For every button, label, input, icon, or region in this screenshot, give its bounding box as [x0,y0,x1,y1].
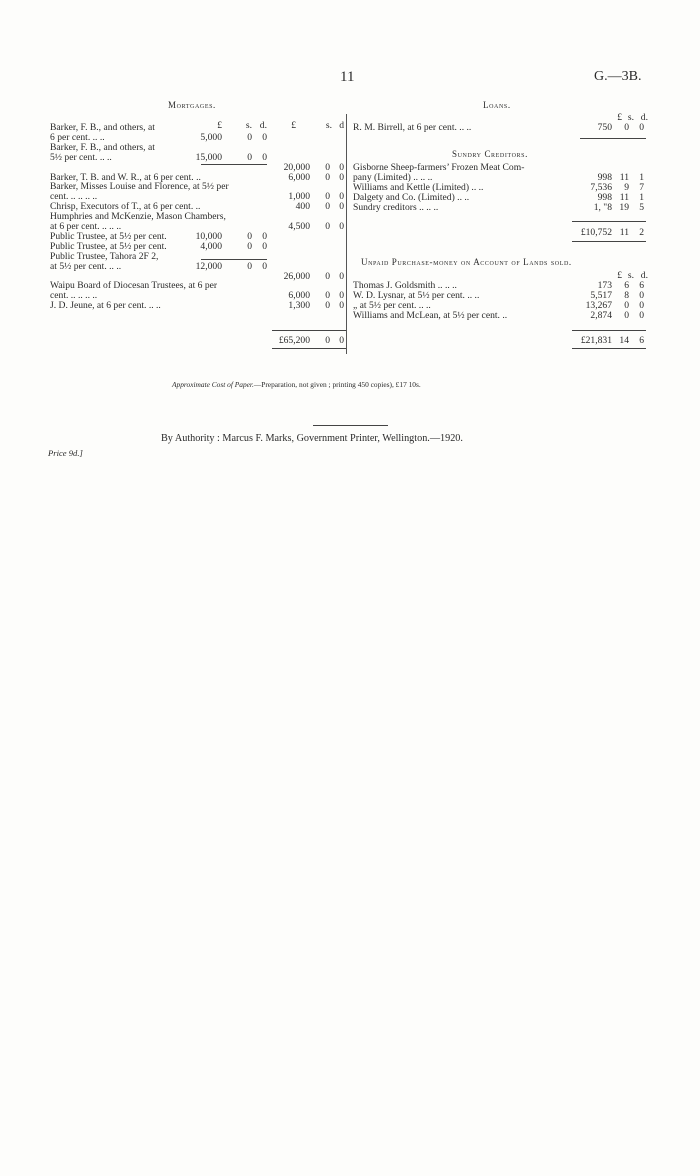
mortgages-sub-pound-head: £ [217,120,222,131]
mortgages-total-rule-bottom [272,348,346,349]
authority-line: By Authority : Marcus F. Marks, Government Printer, Wellington.—1920. [161,433,463,444]
sundry-creditor-pence: 1 [639,192,644,203]
mortgage-sub-pounds: 4,000 [200,240,222,252]
loans-pence-head: d. [640,112,648,123]
sundry-creditor-description: Williams and Kettle (Limited) .. .. [353,182,484,193]
unpaid-total-rule-top [572,330,646,331]
mortgage-description: 5½ per cent. .. .. [50,151,112,163]
unpaid-purchase-pence: 0 [639,310,644,321]
mortgages-title: Mortgages. [168,100,216,110]
unpaid-purchase-shillings: 6 [624,280,629,291]
mortgage-description: Humphries and McKenzie, Mason Chambers, [50,211,226,223]
sundry-creditor-shillings: 11 [619,192,629,203]
document-reference: G.—3B. [594,69,642,84]
mortgage-shillings: 0 [325,300,330,312]
loans-pound-head: £ [617,112,622,123]
mortgage-sub-pounds: 5,000 [200,131,222,143]
mortgages-sub-pence-head: d. [259,120,267,131]
unpaid-purchase-pence: 0 [639,290,644,301]
mortgage-pounds: 400 [295,201,310,213]
mortgages-total-pence: 0 [339,335,344,346]
unpaid-purchase-pounds: 13,267 [585,300,612,311]
unpaid-purchase-shillings: 0 [624,300,629,311]
mortgage-pounds: 20,000 [283,161,310,173]
unpaid-total-pence: 6 [639,335,644,346]
unpaid-purchase-pounds: 2,874 [590,310,612,321]
sundry-creditor-pence: 1 [639,172,644,183]
loans-shilling-head: s. [627,112,634,123]
mortgage-description: 6 per cent. .. .. [50,131,105,143]
sundry-total-rule-bottom [572,241,646,242]
mortgage-shillings: 0 [325,171,330,183]
unpaid-total-shillings: 14 [619,335,629,346]
mortgage-description: J. D. Jeune, at 6 per cent. .. .. [50,300,161,312]
table-row [350,203,650,214]
page-number: 11 [340,69,355,85]
sundry-creditor-shillings: 19 [619,202,629,213]
table-row [0,301,346,312]
mortgage-pence: 0 [339,171,344,183]
mortgage-sub-pence: 0 [262,260,267,272]
mortgage-sub-shillings: 0 [247,151,252,163]
unpaid-shilling-head: s. [627,270,634,281]
mortgages-pound-head: £ [291,120,296,131]
unpaid-purchase-pounds: 173 [597,280,612,291]
mortgage-shillings: 0 [325,161,330,173]
cost-of-paper-note [172,381,421,388]
unpaid-total-pounds: £21,831 [580,335,612,346]
sundry-creditor-description: Gisborne Sheep-farmers’ Frozen Meat Com- [353,162,525,173]
mortgages-subtotal-rule-2 [201,259,267,260]
mortgage-shillings: 0 [325,201,330,213]
unpaid-total-row [350,336,650,347]
mortgage-pounds: 6,000 [288,290,310,302]
sundry-creditor-description: pany (Limited) .. .. .. [353,172,433,183]
sundry-creditor-pounds: 1, "8 [593,202,612,213]
mortgage-sub-pence: 0 [262,151,267,163]
unpaid-purchase-pence: 6 [639,280,644,291]
mortgage-description: at 5½ per cent. .. .. [50,260,122,272]
mortgage-sub-pence: 0 [262,240,267,252]
mortgages-total-pounds: £65,200 [278,335,310,346]
sundry-creditor-pence: 5 [639,202,644,213]
loans-title: Loans. [483,100,511,110]
mortgages-shilling-head: s. [325,120,332,131]
mortgage-pence: 0 [339,201,344,213]
authority-rule [313,425,388,426]
sundry-total-rule-top [572,221,646,222]
mortgage-shillings: 0 [325,270,330,282]
column-divider [346,114,347,354]
sundry-creditor-pounds: 7,536 [590,182,612,193]
mortgage-description: at 6 per cent. .. .. .. [50,221,122,232]
mortgage-shillings: 0 [325,290,330,302]
unpaid-pound-head: £ [617,270,622,281]
mortgage-sub-shillings: 0 [247,131,252,143]
mortgage-sub-pounds: 10,000 [195,230,222,242]
mortgage-pounds: 26,000 [283,270,310,282]
loan-shillings: 0 [624,122,629,133]
mortgage-pence: 0 [339,290,344,302]
mortgage-sub-pounds: 12,000 [195,260,222,272]
unpaid-pence-head: d. [640,270,648,281]
unpaid-total-rule-bottom [572,348,646,349]
unpaid-purchase-description: „ at 5½ per cent. .. .. [353,300,431,311]
mortgage-sub-pounds: 15,000 [195,151,222,163]
mortgage-description: Public Trustee, Tahora 2F 2, [50,250,159,262]
mortgage-sub-pence: 0 [262,131,267,143]
sundry-creditor-shillings: 11 [619,172,629,183]
mortgage-description: Public Trustee, at 5½ per cent. [50,230,167,242]
unpaid-purchase-pence: 0 [639,300,644,311]
unpaid-purchase-description: W. D. Lysnar, at 5½ per cent. .. .. [353,290,480,301]
mortgage-description: cent. .. .. .. .. [50,290,98,302]
loan-pence: 0 [639,122,644,133]
price-note: Price 9d.] [48,448,83,458]
mortgage-pounds: 1,000 [288,191,310,203]
unpaid-purchase-shillings: 0 [624,310,629,321]
unpaid-purchase-description: Thomas J. Goldsmith .. .. .. [353,280,457,291]
cost-of-paper-text: —Preparation, not given ; printing 450 copies), £17 10s. [253,380,421,389]
sundry-total-pence: 2 [639,227,644,238]
loan-pounds: 750 [597,122,612,133]
mortgages-total-rule-top [272,330,346,331]
mortgage-description: Barker, F. B., and others, at [50,141,155,153]
mortgages-pence-head: d [339,120,344,131]
sundry-total-pounds: £10,752 [580,227,612,238]
mortgage-description: cent. .. .. .. .. [50,191,98,203]
mortgage-description: Barker, F. B., and others, at [50,122,155,133]
mortgage-pounds: 4,500 [288,221,310,232]
cost-of-paper-label: Approximate Cost of Paper. [172,380,254,389]
mortgage-pence: 0 [339,300,344,312]
mortgage-pence: 0 [339,270,344,282]
mortgages-subtotal-rule-1 [201,164,267,165]
mortgage-pence: 0 [339,191,344,203]
sundry-total-row [350,228,650,239]
loan-description: R. M. Birrell, at 6 per cent. .. .. [353,122,472,133]
mortgage-sub-shillings: 0 [247,260,252,272]
mortgage-description: Public Trustee, at 5½ per cent. [50,240,167,252]
table-row [350,311,650,322]
mortgage-description: Barker, Misses Louise and Florence, at 5½ per [50,181,229,193]
loans-rule [580,138,646,139]
unpaid-purchase-pounds: 5,517 [590,290,612,301]
mortgage-sub-shillings: 0 [247,240,252,252]
mortgage-pence: 0 [339,161,344,173]
sundry-creditor-shillings: 9 [624,182,629,193]
sundry-creditor-pence: 7 [639,182,644,193]
sundry-creditors-title: Sundry Creditors. [452,149,528,159]
mortgage-description: Barker, T. B. and W. R., at 6 per cent. .. [50,171,201,183]
sundry-total-shillings: 11 [619,227,629,238]
mortgages-total-row [0,336,346,347]
unpaid-purchase-shillings: 8 [624,290,629,301]
unpaid-purchase-description: Williams and McLean, at 5½ per cent. .. [353,310,508,321]
mortgage-sub-pence: 0 [262,230,267,242]
mortgage-pounds: 6,000 [288,171,310,183]
mortgages-total-shillings: 0 [325,335,330,346]
mortgage-pounds: 1,300 [288,300,310,312]
mortgage-description: Chrisp, Executors of T., at 6 per cent. .. [50,201,201,213]
mortgage-sub-shillings: 0 [247,230,252,242]
unpaid-purchase-title: Unpaid Purchase-money on Account of Lands sold. [361,257,572,267]
mortgage-pence: 0 [339,221,344,232]
mortgage-shillings: 0 [325,191,330,203]
sundry-creditor-description: Dalgety and Co. (Limited) .. .. [353,192,470,203]
table-row [350,123,650,134]
sundry-creditor-pounds: 998 [597,172,612,183]
mortgages-sub-shilling-head: s. [245,120,252,131]
mortgage-description: Waipu Board of Diocesan Trustees, at 6 per [50,280,218,292]
mortgage-shillings: 0 [325,221,330,232]
sundry-creditor-pounds: 998 [597,192,612,203]
sundry-creditor-description: Sundry creditors .. .. .. [353,202,439,213]
